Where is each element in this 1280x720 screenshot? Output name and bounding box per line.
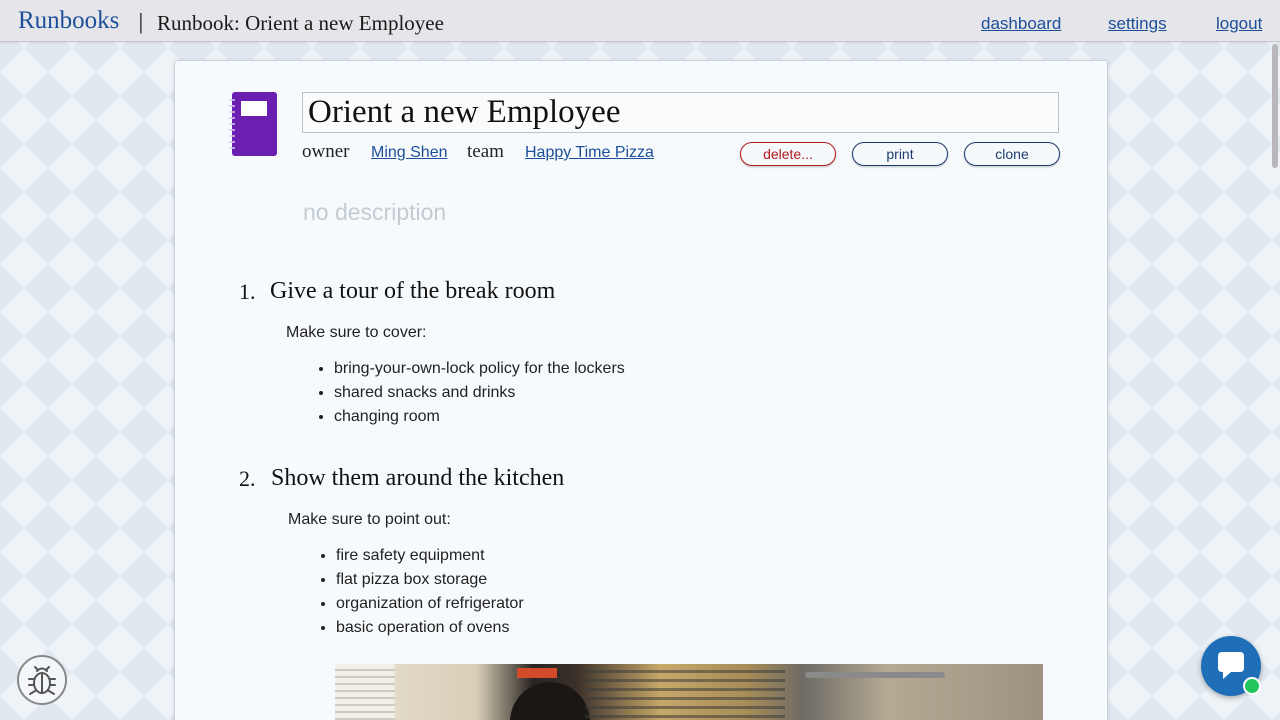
clone-button[interactable]: clone: [964, 142, 1060, 166]
step-title[interactable]: Give a tour of the break room: [270, 278, 556, 304]
list-item: • organization of refrigerator: [336, 592, 524, 616]
list-item: • bring-your-own-lock policy for the lockers: [334, 357, 625, 381]
runbook-title-input[interactable]: Orient a new Employee: [302, 92, 1059, 133]
page-scrollbar[interactable]: [1272, 44, 1278, 168]
description-placeholder[interactable]: no description: [303, 199, 447, 225]
list-item: • fire safety equipment: [336, 544, 524, 568]
step-intro-text: Make sure to point out:: [288, 511, 451, 528]
list-item: • flat pizza box storage: [336, 568, 524, 592]
photo-pipe: [805, 672, 945, 678]
print-button[interactable]: print: [852, 142, 948, 166]
list-item: • basic operation of ovens: [336, 616, 524, 640]
owner-link[interactable]: Ming Shen: [371, 144, 448, 161]
step-checklist: [320, 544, 524, 640]
list-item: • shared snacks and drinks: [334, 381, 625, 405]
nav-dashboard-link[interactable]: dashboard: [981, 14, 1062, 33]
team-link[interactable]: Happy Time Pizza: [525, 144, 654, 161]
step-intro-text: Make sure to cover:: [286, 324, 427, 341]
step-number: 2.: [239, 466, 256, 491]
step-number: 1.: [239, 279, 256, 304]
step-checklist: [318, 357, 625, 429]
list-item: • changing room: [334, 405, 625, 429]
kitchen-photo: [335, 664, 1043, 720]
notebook-icon: [229, 92, 277, 156]
team-label: team: [467, 141, 504, 162]
page-title: Runbook: Orient a new Employee: [157, 11, 444, 35]
nav-settings-link[interactable]: settings: [1108, 14, 1167, 33]
bug-report-button[interactable]: [17, 655, 67, 705]
photo-sign: [517, 668, 557, 678]
top-bar: [0, 0, 1280, 42]
photo-person: [510, 682, 590, 720]
bug-icon: [19, 657, 65, 703]
online-status-dot: [1243, 677, 1261, 695]
nav-logout-link[interactable]: logout: [1216, 14, 1263, 33]
photo-plates: [335, 664, 395, 720]
delete-button[interactable]: delete...: [740, 142, 836, 166]
brand-logo[interactable]: Runbooks: [18, 7, 120, 34]
owner-label: owner: [302, 141, 350, 162]
step-title[interactable]: Show them around the kitchen: [271, 465, 565, 491]
title-separator: |: [138, 9, 144, 34]
photo-shelf: [585, 670, 785, 720]
